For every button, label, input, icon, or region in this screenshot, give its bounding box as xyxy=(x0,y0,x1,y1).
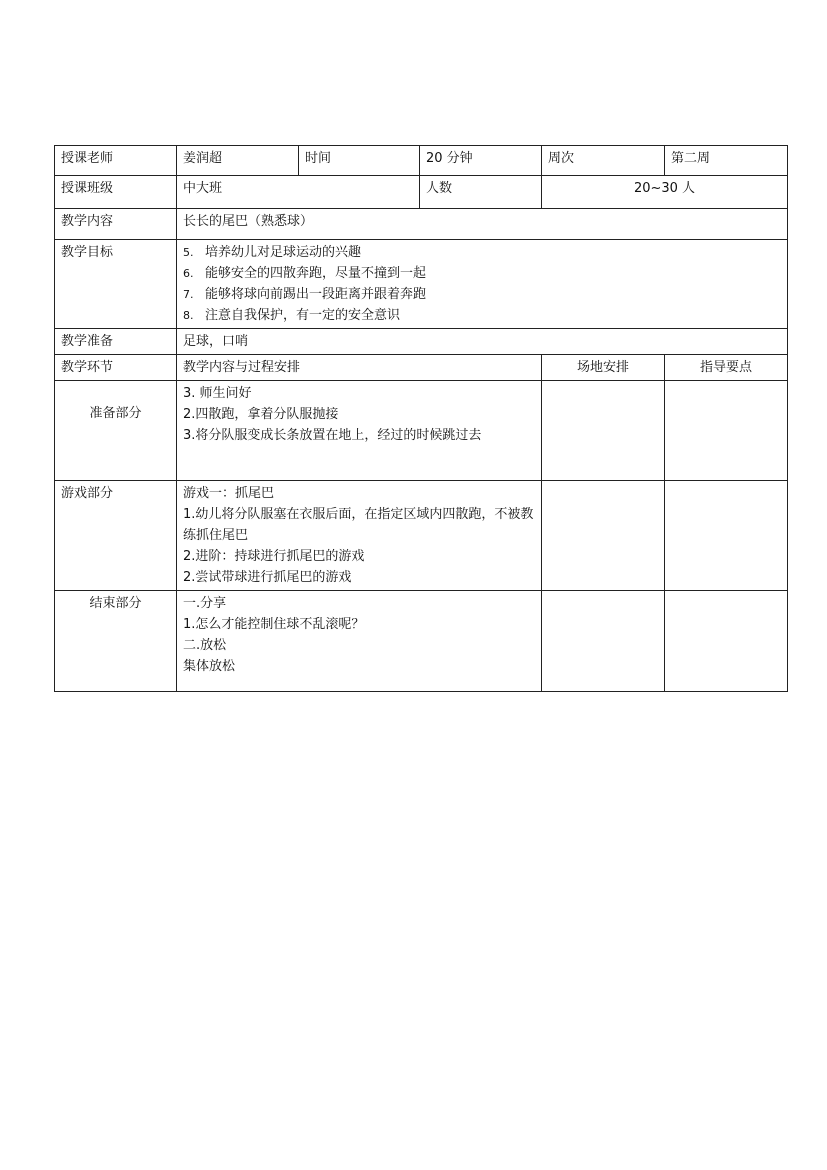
section-points xyxy=(665,591,788,692)
time-value: 20 分钟 xyxy=(420,146,542,176)
section-venue xyxy=(542,591,665,692)
class-value: 中大班 xyxy=(177,176,420,209)
goal-item: 7. 能够将球向前踢出一段距离并跟着奔跑 xyxy=(183,287,427,302)
row-content xyxy=(55,209,788,240)
section-venue xyxy=(542,481,665,591)
row-game xyxy=(55,481,788,591)
row-goals xyxy=(55,240,788,329)
teacher-value: 姜润超 xyxy=(177,146,299,176)
section-venue xyxy=(542,381,665,481)
prep-label: 教学准备 xyxy=(55,329,177,355)
goals-list xyxy=(177,240,788,329)
header-section: 教学环节 xyxy=(55,355,177,381)
section-name: 结束部分 xyxy=(55,591,177,692)
section-points xyxy=(665,481,788,591)
goal-item: 8. 注意自我保护，有一定的安全意识 xyxy=(183,308,401,323)
section-points xyxy=(665,381,788,481)
section-content: 游戏一：抓尾巴 1.幼儿将分队服塞在衣服后面，在指定区域内四散跑，不被教练抓住尾巴 2.进阶：持球进行抓尾巴的游戏 2.尝试带球进行抓尾巴的游戏 xyxy=(177,481,542,591)
time-label: 时间 xyxy=(299,146,420,176)
header-content: 教学内容与过程安排 xyxy=(177,355,542,381)
section-content: 一.分享 1.怎么才能控制住球不乱滚呢？ 二.放松 集体放松 xyxy=(177,591,542,692)
goal-item: 6. 能够安全的四散奔跑，尽量不撞到一起 xyxy=(183,266,427,281)
row-teacher xyxy=(55,146,788,176)
goal-item: 5. 培养幼儿对足球运动的兴趣 xyxy=(183,245,362,260)
row-prep xyxy=(55,329,788,355)
section-name: 游戏部分 xyxy=(55,481,177,591)
week-value: 第二周 xyxy=(665,146,788,176)
row-ending xyxy=(55,591,788,692)
row-class xyxy=(55,176,788,209)
content-label: 教学内容 xyxy=(55,209,177,240)
row-warmup xyxy=(55,381,788,481)
count-label: 人数 xyxy=(420,176,542,209)
section-name: 准备部分 xyxy=(55,381,177,481)
section-content: 3. 师生问好 2.四散跑，拿着分队服抛接 3.将分队服变成长条放置在地上，经过的时候跳过去 xyxy=(177,381,542,481)
header-venue: 场地安排 xyxy=(542,355,665,381)
teacher-label: 授课老师 xyxy=(55,146,177,176)
goals-label: 教学目标 xyxy=(55,240,177,329)
lesson-plan-table xyxy=(54,145,788,692)
class-label: 授课班级 xyxy=(55,176,177,209)
prep-value: 足球，口哨 xyxy=(177,329,788,355)
content-value: 长长的尾巴（熟悉球） xyxy=(177,209,788,240)
count-value: 20~30 人 xyxy=(542,176,788,209)
week-label: 周次 xyxy=(542,146,665,176)
header-points: 指导要点 xyxy=(665,355,788,381)
row-header xyxy=(55,355,788,381)
